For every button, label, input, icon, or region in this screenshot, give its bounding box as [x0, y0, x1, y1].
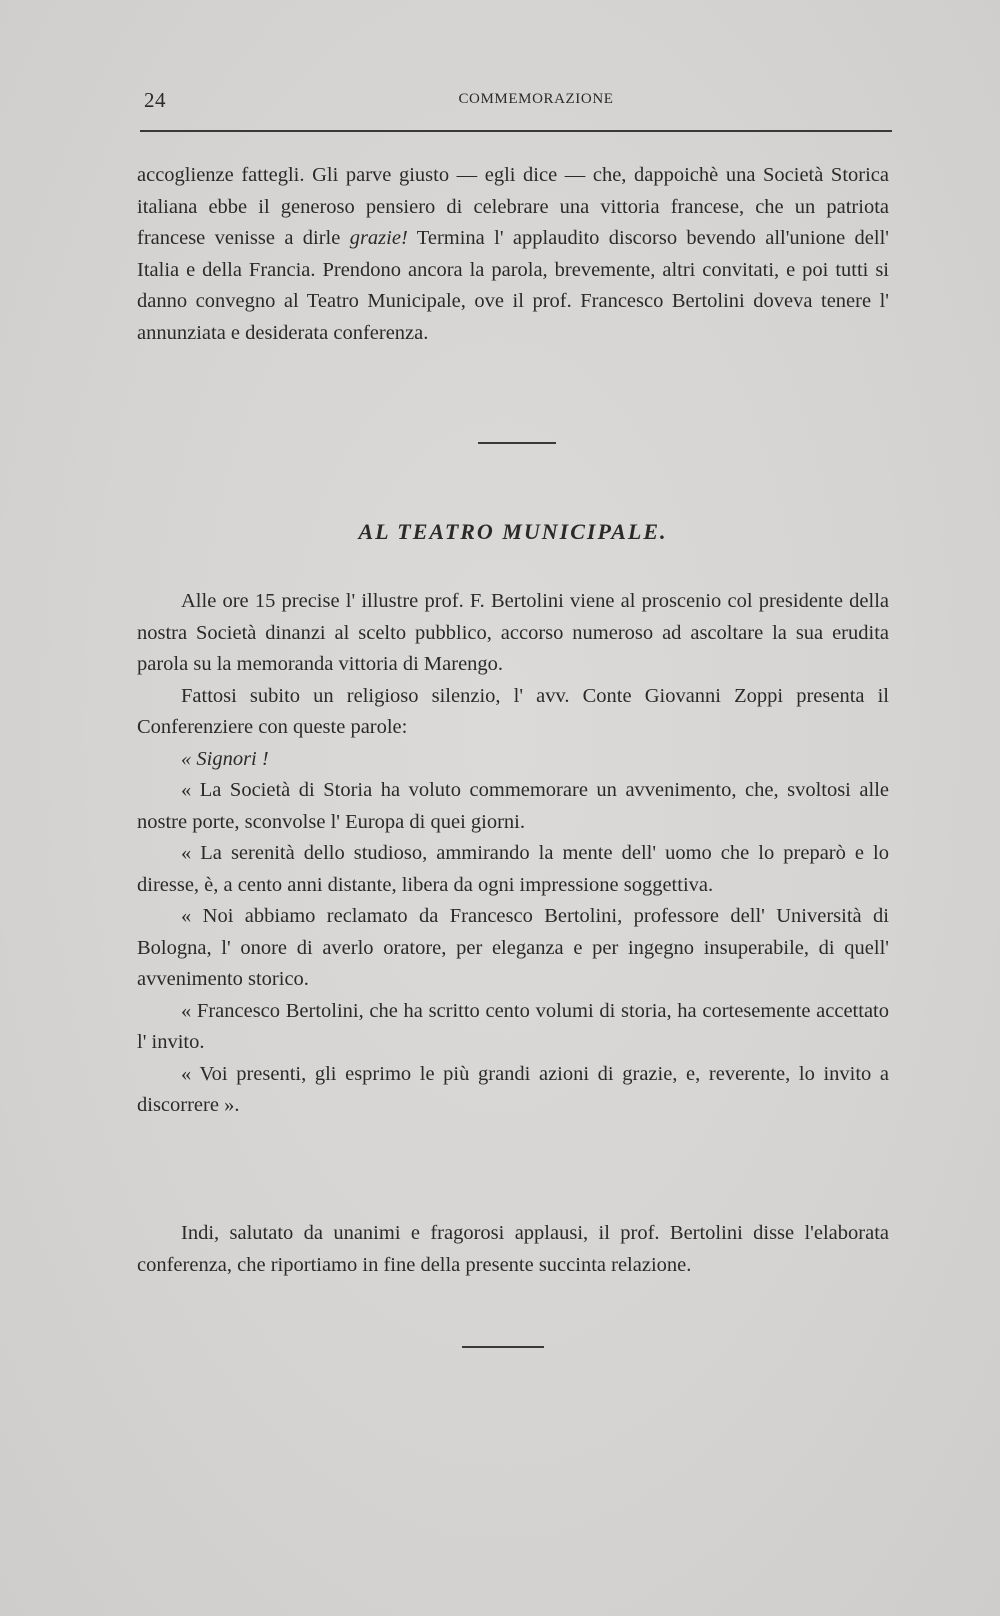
section-title: AL TEATRO MUNICIPALE.	[358, 519, 668, 544]
opening-paragraph-end: Termina l' applaudito discorso bevendo all'unione dell' Italia e della Francia. Prendono ancora la parola, brevemente, altri convitati, e poi tutti si danno convegno al Teatro Municipale, ove il prof. Francesco Bertolini doveva tenere l' annunziata e desiderata conferenza.	[137, 227, 889, 344]
closing-paragraph: Indi, salutato da unanimi e fragorosi applausi, il prof. Bertolini disse l'elaborata conferenza, che riportiamo in fine della presente succinta relazione.	[137, 1222, 889, 1276]
section-divider-bottom	[462, 1346, 544, 1348]
section-paragraph: Alle ore 15 precise l' illustre prof. F. Bertolini viene al proscenio col presidente della nostra Società dinanzi al scelto pubblico, accorso numeroso ad ascoltare la sua erudita parola su la memoranda vittoria di Marengo.	[137, 590, 889, 675]
closing-text	[137, 1218, 889, 1281]
header-rule	[140, 130, 892, 132]
theatre-section-text	[137, 586, 889, 1122]
running-head	[142, 82, 890, 118]
speech-salutation	[137, 744, 889, 776]
section-paragraph: Fattosi subito un religioso silenzio, l' avv. Conte Giovanni Zoppi presenta il Conferenziere con queste parole:	[137, 684, 889, 738]
speech-paragraph: « Voi presenti, gli esprimo le più grandi azioni di grazie, e, reverente, lo invito a discorrere ».	[137, 1062, 889, 1116]
opening-paragraph	[137, 160, 889, 349]
section-divider-top	[478, 442, 556, 444]
italic-word-grazie: grazie!	[349, 227, 408, 249]
speech-paragraph: « Francesco Bertolini, che ha scritto cento volumi di storia, ha cortesemente accettato l' invito.	[137, 999, 889, 1053]
speech-salutation-text: « Signori !	[181, 747, 269, 770]
speech-paragraph: « La serenità dello studioso, ammirando la mente dell' uomo che lo preparò e lo diresse, è, a cento anni distante, libera da ogni impressione soggettiva.	[137, 842, 889, 896]
opening-text	[137, 160, 889, 349]
running-title: COMMEMORAZIONE	[458, 91, 614, 107]
speech-paragraph: « Noi abbiamo reclamato da Francesco Bertolini, professore dell' Università di Bologna, l' onore di averlo oratore, per eleganza e per ingegno insuperabile, di quell' avvenimento storico.	[137, 905, 889, 990]
page-number: 24	[144, 88, 166, 112]
speech-paragraph: « La Società di Storia ha voluto commemorare un avvenimento, che, svoltosi alle nostre porte, sconvolse l' Europa di quei giorni.	[137, 779, 889, 833]
opening-paragraph-start: accoglienze fattegli. Gli parve giusto — egli dice — che, dappoichè una Società Storica italiana ebbe il generoso pensiero di celebrare una vittoria francese, che un patriota francese venisse a dirle	[137, 164, 889, 249]
